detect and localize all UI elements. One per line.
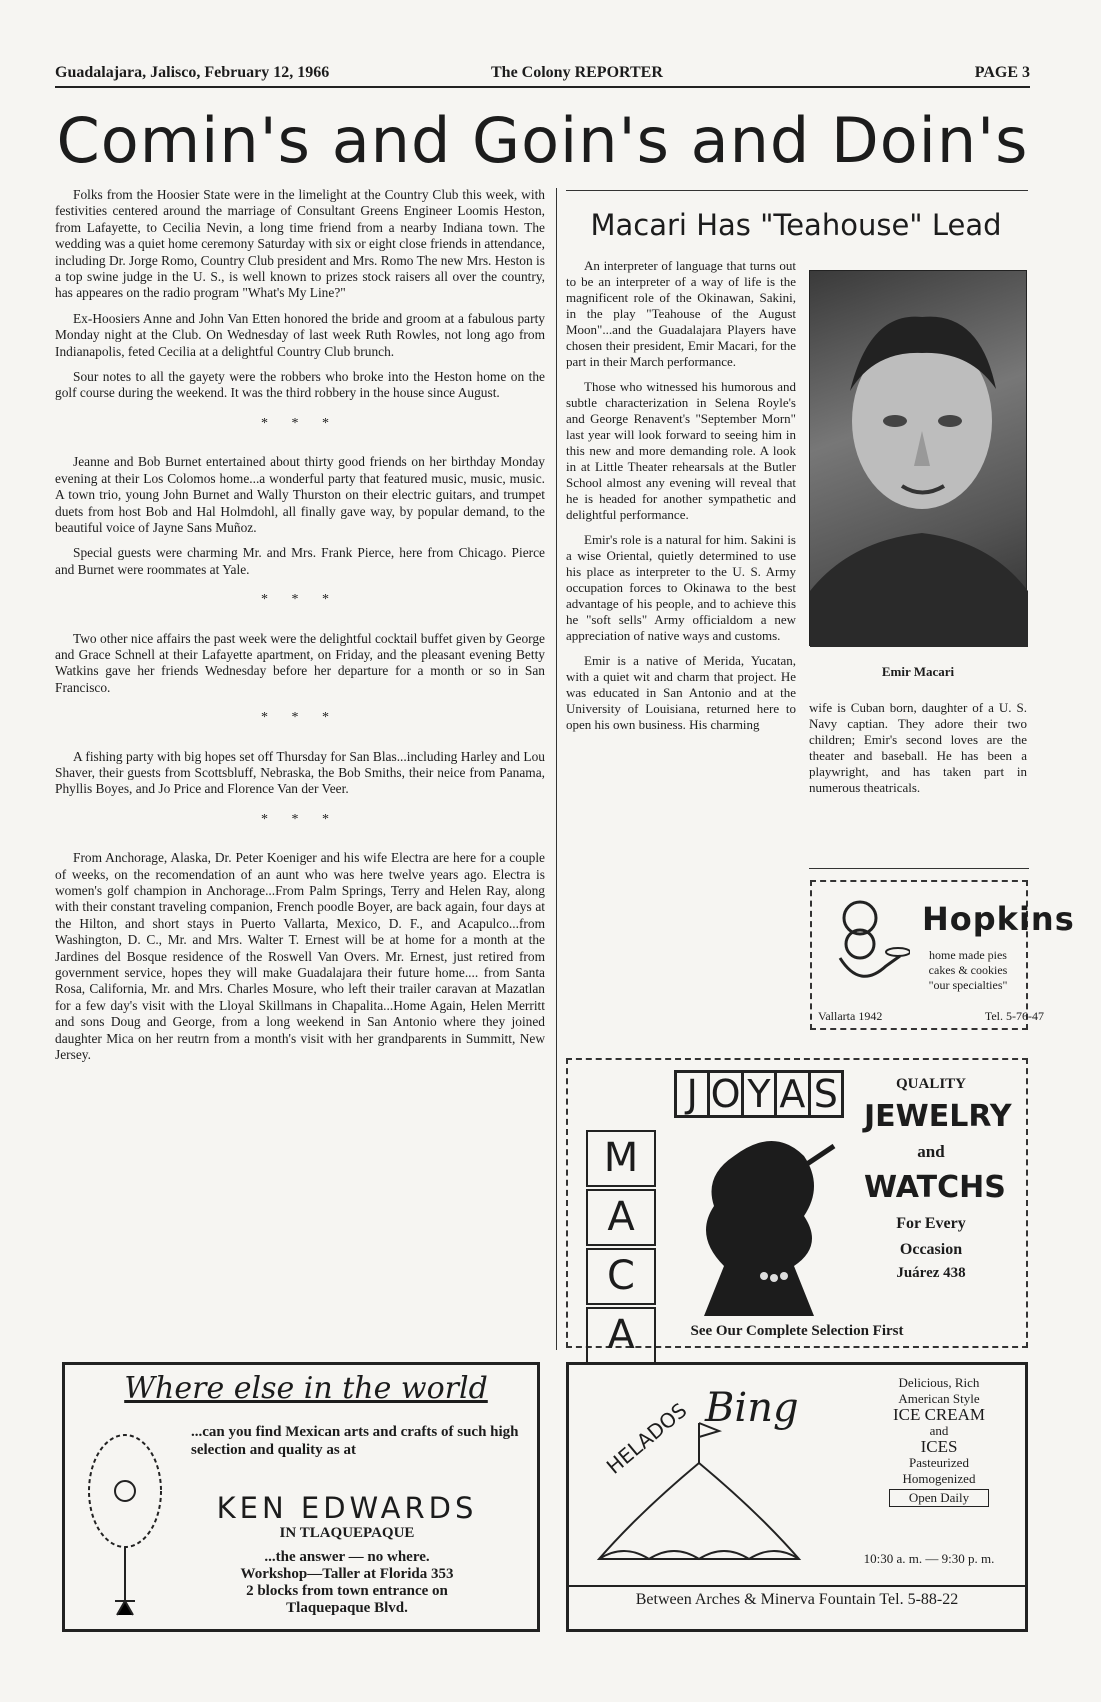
ad-text: Workshop—Taller at Florida 353 <box>240 1566 454 1582</box>
logo-letter: C <box>586 1248 656 1305</box>
section-divider: * * * <box>261 415 339 431</box>
ad-text: and <box>929 1423 949 1438</box>
column-masthead: Comin's and Goin's and Doin's <box>56 104 1029 177</box>
chef-icon <box>820 896 910 996</box>
section-divider: * * * <box>261 811 339 827</box>
logo-letter: A <box>586 1307 656 1364</box>
logo-letter: Y <box>744 1073 777 1115</box>
ad-headline: Where else in the world <box>124 1371 488 1406</box>
story-column <box>566 258 796 742</box>
hopkins-ad <box>810 880 1075 1030</box>
ad-text: Open Daily <box>889 1489 989 1507</box>
paragraph: Emir's role is a natural for him. Sakini is a wise Oriental, quietly determined to use his place as interpreter to the U. S. Army occupation forces to Okinawa to the best advantage of his people, and to achieve this he "soft sells" Army officialdom a new appreciation of native ways and customs. <box>566 532 796 643</box>
logo-letter: A <box>586 1189 656 1246</box>
ken-edwards-ad <box>62 1362 540 1632</box>
paragraph: Two other nice affairs the past week were the delightful cocktail buffet given by George and Grace Schnell at their Lafayette apartment, on Friday, and the pleasant evening Betty Watkins gave her friends Wednesday before her departure for a month or so in San Francisco. <box>55 630 545 695</box>
slogan-line: cakes & cookies <box>928 963 1008 977</box>
photo-caption: Emir Macari <box>881 664 955 679</box>
ad-body: ...can you find Mexican arts and crafts of such high selection and quality as at <box>191 1424 519 1458</box>
brand-logo-text: HELADOS <box>601 1398 692 1479</box>
paragraph: Sour notes to all the gayety were the robbers who broke into the Heston home on the golf course during the weekend. It was the third robbery in the house since August. <box>55 369 545 401</box>
ad-text: For Every <box>896 1215 966 1232</box>
ad-text: ICES <box>920 1437 958 1456</box>
section-divider: * * * <box>261 592 339 608</box>
ad-text: and <box>917 1142 945 1161</box>
portrait-icon <box>810 271 1028 647</box>
paragraph: Those who witnessed his humorous and subtle characterization in Selena Royle's and George Renavent's "September Morn" last year will look forward to seeing him in this new and more demanding role. A look in at Little Theater rehearsals at the Butler School almost any evening will reveal that he is headed for another sympathetic and delightful performance. <box>566 379 796 522</box>
ad-text: ...the answer — no where. <box>264 1549 430 1565</box>
page-header <box>55 62 1030 88</box>
story-continuation <box>809 700 1027 805</box>
brand-logo-script: Bing <box>705 1385 799 1431</box>
newspaper-name: The Colony REPORTER <box>491 64 663 81</box>
ice-cream-copy <box>859 1375 1019 1509</box>
shop-contact <box>818 1009 1044 1024</box>
opening-hours: 10:30 a. m. — 9:30 p. m. <box>863 1551 995 1566</box>
joyas-logo <box>674 1070 844 1118</box>
ad-text: 2 blocks from town entrance on <box>246 1583 448 1599</box>
story-rule <box>566 190 1028 191</box>
ad-footer: Between Arches & Minerva Fountain Tel. 5-88-22 <box>569 1585 1025 1609</box>
ad-text: WATCHS <box>864 1170 1006 1205</box>
logo-letter: O <box>710 1073 743 1115</box>
story-end-rule <box>809 868 1029 869</box>
ad-text: ICE CREAM <box>892 1405 986 1424</box>
shop-name: KEN EDWARDS <box>216 1491 478 1525</box>
ad-text: Pasteurized <box>909 1455 969 1470</box>
story-headline: Macari Has "Teahouse" Lead <box>590 208 1002 242</box>
portrait-photo <box>809 270 1027 646</box>
logo-letter: A <box>777 1073 810 1115</box>
paragraph: Special guests were charming Mr. and Mrs. Frank Pierce, here from Chicago. Pierce and Burnet were roommates at Yale. <box>55 545 545 577</box>
paragraph: From Anchorage, Alaska, Dr. Peter Koeniger and his wife Electra are here for a couple of weeks, on the recomendation of an aunt who was here twelve years ago. Electra is women's golf champion in Anchorage...From Palm Springs, Terry and Helen Ray, along with their constant traveling companion, French poodle Boyer, are back again, four days at the Hilton, and short stays in Puerto Vallarta, Mexico, D. F., and Acapulco...from Washington, D. C., Mr. and Mrs. Walter T. Ernest will be at home for a month at the Jardines del Bosque residence of the Roswell Van Overs. Mr. Ernest, just retired from government service, hopes they will make Guadalajara their future home.... from Santa Rosa, California, Mr. and Mrs. Charles Mosure, who left their trailer caravan at Mazatlan for a few day's visit with the Lloyal Skillmans in Chapalita...Home Again, Helen Merritt and sons Doug and George, from a long weekend in San Antonio where they joined daughter Mica on her reutrn from a month's visit with her grandparents in Summitt, New Jersey. <box>55 850 545 1063</box>
section-divider: * * * <box>261 710 339 726</box>
ice-cream-tent-icon <box>579 1373 839 1573</box>
ad-text: JEWELRY <box>864 1099 1012 1134</box>
ad-text: QUALITY <box>895 1076 966 1092</box>
shop-slogan <box>908 948 1028 993</box>
slogan-line: home made pies <box>929 948 1007 962</box>
ad-text: Tlaquepaque Blvd. <box>286 1600 408 1616</box>
woman-silhouette-icon <box>674 1126 854 1316</box>
ad-footer: See Our Complete Selection First <box>690 1323 904 1339</box>
logo-letter: J <box>677 1073 710 1115</box>
ad-text: Occasion <box>899 1241 963 1258</box>
slogan-line: "our specialties" <box>928 978 1008 992</box>
helados-bing-ad <box>566 1362 1028 1632</box>
joyas-ad <box>566 1058 1028 1358</box>
paragraph: Folks from the Hoosier State were in the limelight at the Country Club this week, with festivities centered around the marriage of Consultant Greens Engineer Loomis Heston, from Lafayette, to Cecilia Nevin, a long time friend from a nearby Indiana town. The wedding was a quiet home ceremony Saturday with six or eight close friends in attendance, including Dr. Jorge Romo, Country Club president and Mrs. Romo The new Mrs. Heston is a top swine judge in the U. S., is well known to prizes stock raisers all over the country, has appeares on the radio program "What's My Line?" <box>55 187 545 301</box>
paragraph: A fishing party with big hopes set off Thursday for San Blas...including Harley and Lou Shaver, their guests from Scottsbluff, Nebraska, the Bob Smiths, their neice from Panama, Phyllis Boyes, and Jo Price and Florence Van der Veer. <box>55 748 545 797</box>
paragraph: Emir is a native of Merida, Yucatan, with a quiet wit and charm that project. He was educated in San Antonio and at the University of Louisiana, returned here to open his own business. His charming <box>566 653 796 732</box>
shop-phone: Tel. 5-76-47 <box>984 1009 1044 1023</box>
logo-letter: M <box>586 1130 656 1187</box>
ad-text: Delicious, Rich <box>898 1375 980 1390</box>
society-column <box>55 187 545 1072</box>
paragraph: Jeanne and Bob Burnet entertained about thirty good friends on her birthday Monday evening at their Los Colomos home...a wonderful party that featured music, music, music. A town trio, young John Burnet and Wally Thurston on their electric guitars, and trumpet duets from host Bob and Hal Holmdohl, all finally gave way, by popular demand, to the beautiful voice of Jayne Sans Muñoz. <box>55 454 545 535</box>
dateline: Guadalajara, Jalisco, February 12, 1966 <box>55 64 330 81</box>
ad-text: Juárez 438 <box>896 1265 966 1281</box>
page-number: PAGE 3 <box>974 64 1030 81</box>
column-rule <box>556 188 557 1350</box>
ad-text: Homogenized <box>902 1471 976 1486</box>
peacock-icon <box>85 1431 165 1621</box>
jewelry-copy <box>864 1070 1012 1282</box>
shop-location: IN TLAQUEPAQUE <box>279 1525 415 1541</box>
paragraph: An interpreter of language that turns out to be an interpreter of a way of life is the magnificent role of the Okinawan, Sakini, in the play "Teahouse of the August Moon"...and the Guadalajara Players have chosen their president, Emir Macari, for the part in their March performance. <box>566 258 796 369</box>
ad-text: American Style <box>898 1391 980 1406</box>
paragraph: wife is Cuban born, daughter of a U. S. Navy captian. They adore their two children; Emir's second loves are the theater and baseball. He has been a playwright, and has taken part in numerous theatricals. <box>809 700 1027 795</box>
shop-details <box>161 1549 533 1617</box>
shop-name: Hopkins <box>922 900 1075 938</box>
paragraph: Ex-Hoosiers Anne and John Van Etten honored the bride and groom at a fabulous party Monday night at the Club. On Wednesday of last week Ruth Rowles, not long ago from Indianapolis, feted Cecilia at a delightful Country Club brunch. <box>55 310 545 359</box>
logo-letter: S <box>813 1072 838 1116</box>
shop-address: Vallarta 1942 <box>818 1009 883 1023</box>
